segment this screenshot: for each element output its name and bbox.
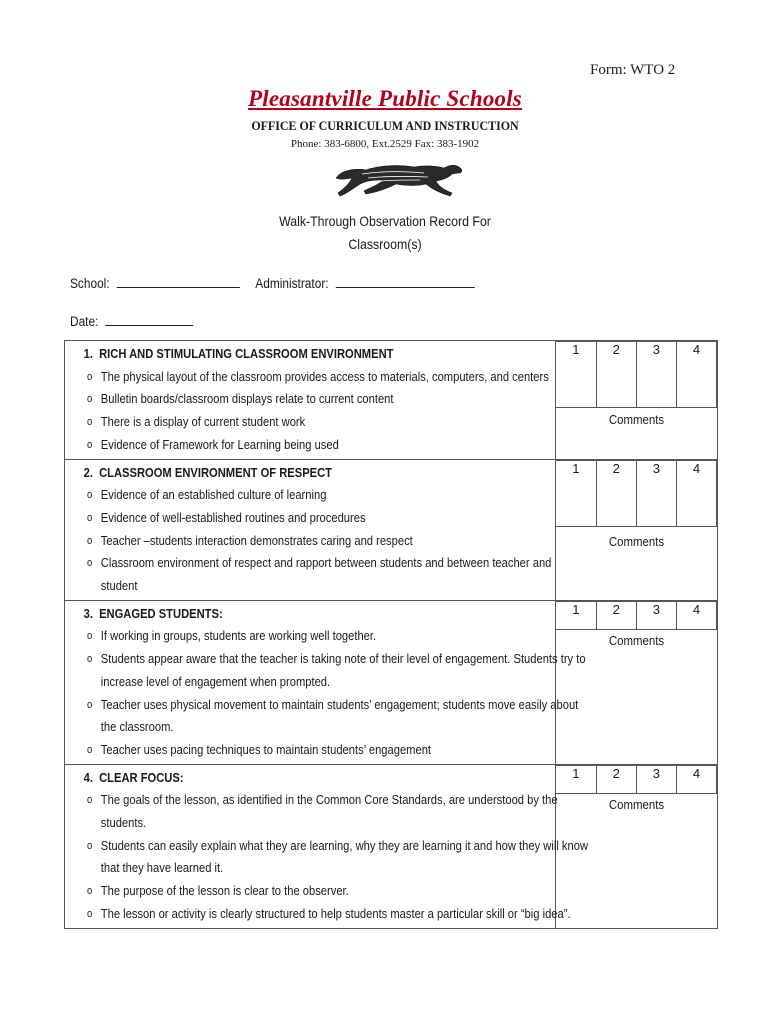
list-item: o The physical layout of the classroom provides access to materials, computers, and centers — [87, 368, 549, 384]
list-item: o There is a display of current student work — [87, 414, 306, 430]
date-row — [70, 314, 193, 329]
list-item: o Evidence of Framework for Learning being used — [87, 436, 339, 452]
date-label: Date: — [70, 314, 99, 329]
section-criteria — [65, 459, 556, 600]
rating-4[interactable]: 4 — [676, 342, 716, 408]
rating-4[interactable]: 4 — [676, 460, 716, 526]
phone-line: Phone: 383-6800, Ext.2529 Fax: 383-1902 — [290, 138, 480, 150]
comments-label: Comments — [608, 796, 665, 812]
comments-area[interactable] — [556, 549, 717, 589]
list-item: o Teacher uses pacing techniques to maintain students’ engagement — [87, 741, 432, 757]
rating-1[interactable]: 1 — [556, 342, 596, 408]
list-item-continued: increase level of engagement when prompted. — [100, 673, 331, 689]
rating-3[interactable]: 3 — [636, 765, 676, 793]
list-item-continued: students. — [100, 815, 147, 831]
comments-label: Comments — [608, 533, 665, 549]
form-id: Form: WTO 2 — [590, 62, 676, 78]
rating-2[interactable]: 2 — [596, 460, 636, 526]
section-row — [65, 764, 718, 928]
rating-1[interactable]: 1 — [556, 601, 596, 629]
rating-2[interactable]: 2 — [596, 342, 636, 408]
section-title: CLEAR FOCUS: — [99, 769, 184, 785]
rating-scale — [556, 601, 717, 630]
section-number: 2. — [83, 464, 93, 480]
greyhound-logo-icon — [332, 156, 466, 202]
rating-1[interactable]: 1 — [556, 460, 596, 526]
rating-scale — [556, 460, 717, 527]
section-criteria — [65, 341, 556, 460]
rating-scale — [556, 765, 717, 794]
list-item-continued: the classroom. — [100, 719, 174, 735]
rating-cell — [556, 341, 718, 460]
section-criteria — [65, 600, 586, 764]
list-item: o Bulletin boards/classroom displays relate to current content — [87, 391, 394, 407]
rating-cell — [556, 600, 718, 764]
rating-2[interactable]: 2 — [596, 601, 636, 629]
rating-cell — [556, 459, 718, 600]
section-title: CLASSROOM ENVIRONMENT OF RESPECT — [99, 464, 333, 480]
section-number: 1. — [83, 346, 93, 361]
comments-area[interactable] — [556, 427, 717, 451]
administrator-label: Administrator: — [255, 276, 329, 291]
observation-table — [64, 340, 718, 929]
rating-4[interactable]: 4 — [676, 601, 716, 629]
list-item: o Students can easily explain what they are learning, why they are learning it and how they will know — [87, 837, 589, 853]
section-number: 3. — [83, 605, 93, 621]
section-row — [65, 600, 718, 764]
comments-label: Comments — [608, 632, 665, 648]
rating-scale — [556, 341, 717, 408]
list-item: o Teacher uses physical movement to maintain students’ engagement; students move easily about — [87, 696, 579, 712]
rating-4[interactable]: 4 — [676, 765, 716, 793]
comments-label: Comments — [608, 412, 665, 427]
list-item: o The lesson or activity is clearly structured to help students master a particular skill or “big idea”. — [87, 905, 571, 921]
school-label: School: — [70, 276, 110, 291]
section-title: RICH AND STIMULATING CLASSROOM ENVIRONMENT — [99, 346, 394, 361]
list-item: o Teacher –students interaction demonstrates caring and respect — [87, 532, 413, 548]
list-item: o Classroom environment of respect and rapport between students and between teacher and — [87, 555, 552, 571]
rating-3[interactable]: 3 — [636, 342, 676, 408]
rating-3[interactable]: 3 — [636, 460, 676, 526]
list-item: o The goals of the lesson, as identified in the Common Core Standards, are understood by the — [87, 792, 558, 808]
rating-1[interactable]: 1 — [556, 765, 596, 793]
form-title — [46, 210, 724, 256]
school-admin-row — [70, 276, 474, 291]
list-item-continued: student — [100, 578, 138, 594]
administrator-field[interactable] — [335, 287, 474, 288]
list-item: o If working in groups, students are working well together. — [87, 628, 377, 644]
list-item: o The purpose of the lesson is clear to the observer. — [87, 883, 349, 899]
office-name: OFFICE OF CURRICULUM AND INSTRUCTION — [251, 118, 519, 133]
rating-2[interactable]: 2 — [596, 765, 636, 793]
comments-area[interactable] — [556, 812, 717, 912]
list-item-continued: that they have learned it. — [100, 860, 224, 876]
school-name: Pleasantville Public Schools — [248, 86, 522, 111]
list-item: o Students appear aware that the teacher is taking note of their level of engagement. Students try to — [87, 651, 586, 667]
date-field[interactable] — [105, 325, 193, 326]
section-number: 4. — [83, 769, 93, 785]
section-row — [65, 341, 718, 460]
rating-3[interactable]: 3 — [636, 601, 676, 629]
list-item: o Evidence of an established culture of learning — [87, 487, 327, 503]
school-field[interactable] — [116, 287, 239, 288]
section-row — [65, 459, 718, 600]
section-title: ENGAGED STUDENTS: — [99, 605, 223, 621]
form-title-line2: Classroom(s) — [348, 236, 422, 252]
form-title-line1: Walk-Through Observation Record For — [279, 213, 491, 229]
list-item: o Evidence of well-established routines and procedures — [87, 509, 366, 525]
section-criteria — [65, 764, 589, 928]
